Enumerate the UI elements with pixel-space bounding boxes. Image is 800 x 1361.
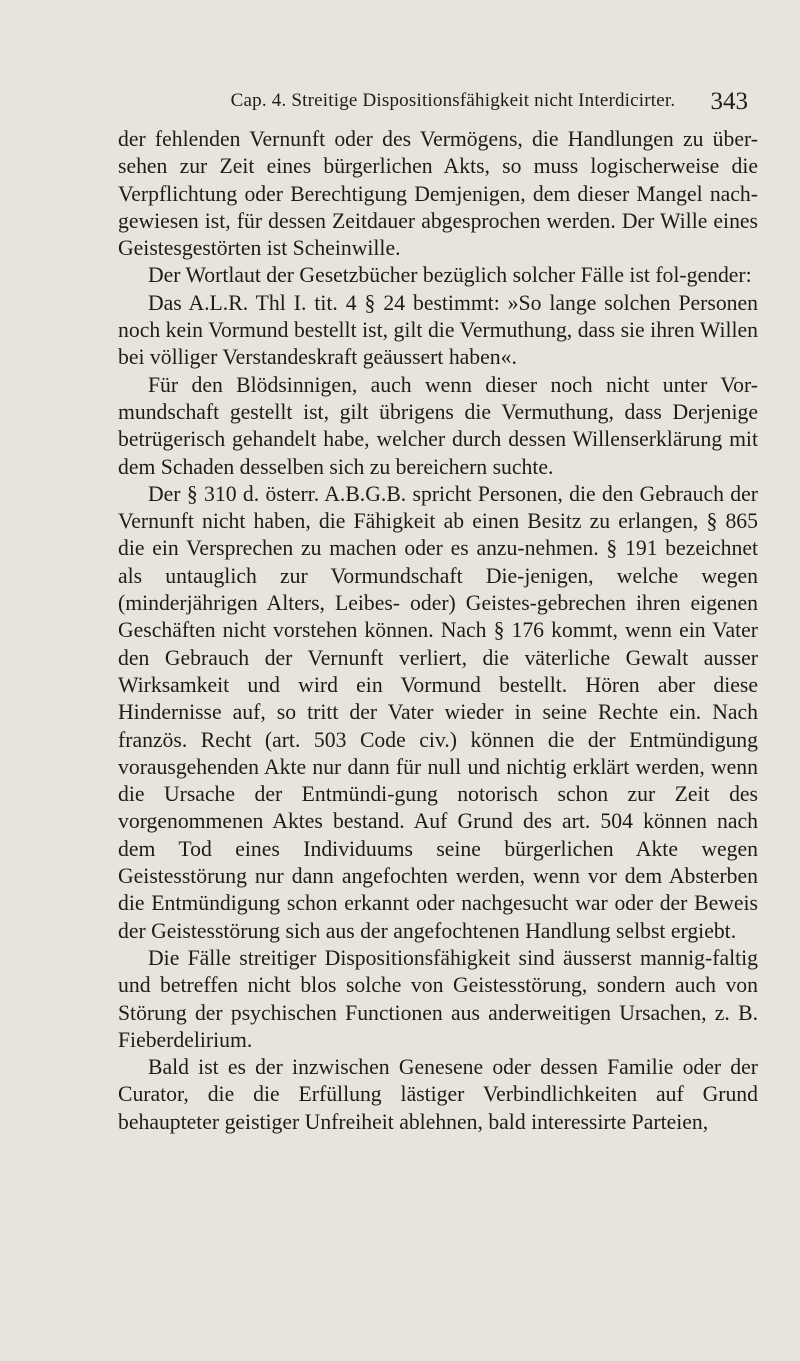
body-text [118, 126, 758, 1136]
page-header [118, 88, 748, 118]
paragraph: Für den Blödsinnigen, auch wenn dieser noch nicht unter Vor-mundschaft gestellt ist, gilt übrigens die Vermuthung, dass Derjenige betrügerisch gehandelt habe, welcher durch dessen Willenserklärung mit dem Schaden desselben sich zu bereichern suchte. [118, 372, 758, 479]
page-number: 343 [710, 88, 748, 115]
paragraph: Bald ist es der inzwischen Genesene oder dessen Familie oder der Curator, die die Erfüllung lästiger Verbindlichkeiten auf Grund behaupteter geistiger Unfreiheit ablehnen, bald interessirte Parteien, [118, 1055, 758, 1134]
paragraph: der fehlenden Vernunft oder des Vermögens, die Handlungen zu über-sehen zur Zeit eines bürgerlichen Akts, so muss logischerweise die Verpflichtung oder Berechtigung Demjenigen, dem dieser Mangel nach-gewiesen ist, für dessen Zeitdauer abgesprochen werden. Der Wille eines Geistesgestörten ist Scheinwille. [118, 127, 758, 261]
running-head: Cap. 4. Streitige Dispositionsfähigkeit nicht Interdicirter. [230, 90, 676, 111]
paragraph: Der Wortlaut der Gesetzbücher bezüglich solcher Fälle ist fol-gender: [148, 263, 752, 288]
paragraph: Das A.L.R. Thl I. tit. 4 § 24 bestimmt: »So lange solchen Personen noch kein Vormund bestellt ist, gilt die Vermuthung, dass sie ihren Willen bei völliger Verstandeskraft geäussert haben«. [118, 290, 758, 370]
paragraph: Die Fälle streitiger Dispositionsfähigkeit sind äusserst mannig-faltig und betreffen nicht blos solche von Geistesstörung, sondern auch von Störung der psychischen Functionen aus anderweitigen Ursachen, z. B. Fieberdelirium. [118, 945, 758, 1052]
paragraph: Der § 310 d. österr. A.B.G.B. spricht Personen, die den Gebrauch der Vernunft nicht haben, die Fähigkeit ab einen Besitz zu erlangen, § 865 die ein Versprechen zu machen oder es anzu-nehmen. § 191 bezeichnet als untauglich zur Vormundschaft Die-jenigen, welche wegen (minderjährigen Alters, Leibes- oder) Geistes-gebrechen ihren eigenen Geschäften nicht vorstehen können. Nach § 176 kommt, wenn ein Vater den Gebrauch der Vernunft verliert, die väterliche Gewalt ausser Wirksamkeit und wird ein Vormund bestellt. Hören aber diese Hindernisse auf, so tritt der Vater wieder in seine Rechte ein. Nach französ. Recht (art. 503 Code civ.) können die der Entmündigung vorausgehenden Akte nur dann für null und nichtig erklärt werden, wenn die Ursache der Entmündi-gung notorisch schon zur Zeit des vorgenommenen Aktes bestand. Auf Grund des art. 504 können nach dem Tod eines Individuums seine bürgerlichen Akte wegen Geistesstörung nur dann angefochten werden, wenn vor dem Absterben die Entmündigung schon erkannt oder nachgesucht war oder der Beweis der Geistesstörung sich aus der angefochtenen Handlung selbst ergiebt. [118, 481, 758, 943]
